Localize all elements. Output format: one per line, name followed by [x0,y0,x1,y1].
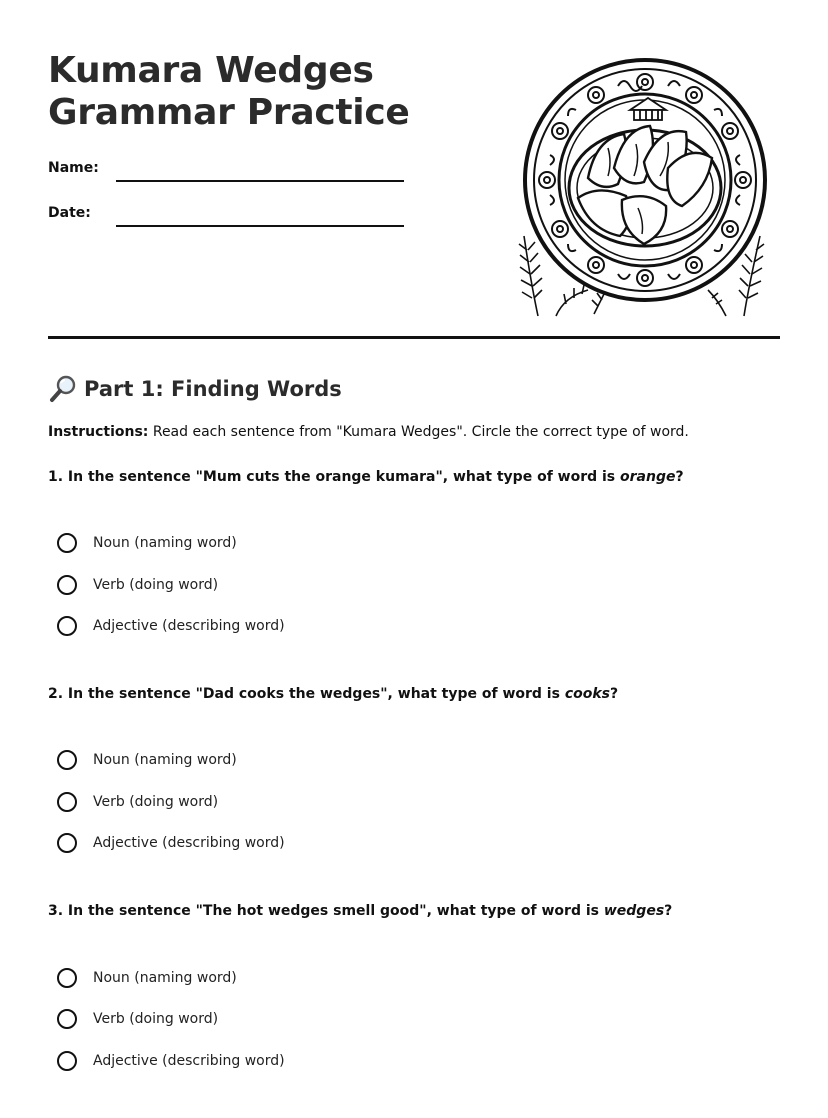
q1-option-verb-radio[interactable] [57,575,77,595]
question-1-suffix: ? [675,469,684,485]
instructions [48,424,689,440]
question-1-word: orange [620,469,676,485]
q3-option-adjective-radio[interactable] [57,1051,77,1071]
q3-option-verb[interactable] [57,1006,218,1032]
q3-option-adjective-label: Adjective (describing word) [93,1053,285,1069]
part1-heading-text: Part 1: Finding Words [84,377,342,401]
q1-option-adjective-label: Adjective (describing word) [93,618,285,634]
question-2-suffix: ? [610,686,619,702]
q1-option-adjective-radio[interactable] [57,616,77,636]
question-2 [48,686,618,702]
question-2-prefix: 2. In the sentence "Dad cooks the wedges", what type of word is [48,686,565,702]
kumara-wedges-emblem-icon [518,58,772,320]
question-3-suffix: ? [664,903,673,919]
question-1-prefix: 1. In the sentence "Mum cuts the orange kumara", what type of word is [48,469,621,485]
instructions-label: Instructions: [48,424,149,440]
q3-option-verb-radio[interactable] [57,1009,77,1029]
question-3 [48,903,672,919]
q3-option-noun[interactable] [57,965,237,991]
q3-option-noun-label: Noun (naming word) [93,970,237,986]
title-line-2: Grammar Practice [48,92,410,133]
header-divider [48,336,780,339]
q1-option-noun-label: Noun (naming word) [93,535,237,551]
q2-option-verb-label: Verb (doing word) [93,794,219,810]
q1-option-noun-radio[interactable] [57,533,77,553]
q1-option-verb-label: Verb (doing word) [93,577,219,593]
q2-option-noun-label: Noun (naming word) [93,752,237,768]
date-label: Date: [48,205,91,221]
magnifying-glass-icon [48,374,78,404]
page-title [48,50,409,134]
name-label: Name: [48,160,99,176]
q3-option-noun-radio[interactable] [57,968,77,988]
date-field[interactable] [116,225,404,227]
question-1 [48,469,684,485]
name-field[interactable] [116,180,404,182]
q2-option-adjective-label: Adjective (describing word) [93,835,285,851]
q2-option-noun-radio[interactable] [57,750,77,770]
question-2-word: cooks [564,686,611,702]
q3-option-verb-label: Verb (doing word) [93,1011,219,1027]
q1-option-verb[interactable] [57,572,218,598]
title-line-1: Kumara Wedges [48,50,374,91]
q2-option-adjective-radio[interactable] [57,833,77,853]
q3-option-adjective[interactable] [57,1048,285,1074]
q2-option-verb-radio[interactable] [57,792,77,812]
part1-heading [48,373,342,405]
question-3-prefix: 3. In the sentence "The hot wedges smell good", what type of word is [48,903,604,919]
q1-option-adjective[interactable] [57,613,285,639]
q2-option-noun[interactable] [57,747,237,773]
instructions-text: Read each sentence from "Kumara Wedges". Circle the correct type of word. [148,424,689,440]
question-3-word: wedges [603,903,665,919]
q2-option-verb[interactable] [57,789,218,815]
q1-option-noun[interactable] [57,530,237,556]
q2-option-adjective[interactable] [57,830,285,856]
